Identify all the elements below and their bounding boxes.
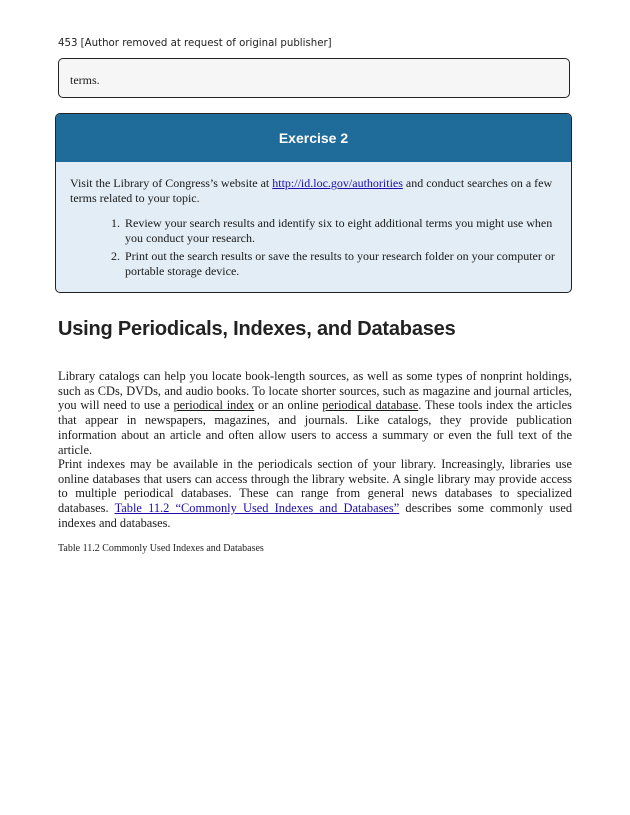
exercise-intro-before: Visit the Library of Congress’s website at: [70, 176, 273, 190]
term-periodical-index: periodical index: [173, 398, 255, 413]
exercise-header: [56, 114, 571, 162]
paragraph-catalogs: [58, 369, 572, 457]
table-reference-link[interactable]: Table 11.2 “Commonly Used Indexes and Databases”: [114, 501, 400, 516]
running-head: 453 [Author removed at request of original publisher]: [58, 38, 332, 49]
table-caption: Table 11.2 Commonly Used Indexes and Databases: [58, 543, 264, 554]
p2-text-a: Print indexes may be available in the periodicals section of your library. Increasingly, libraries use online databases that users can access through the library website. A single library may provide access to multiple periodical databases. These can range from general news databases to specialized databases.: [58, 457, 572, 516]
section-title: Using Periodicals, Indexes, and Databases: [58, 318, 456, 340]
previous-content-box: [58, 58, 570, 98]
p1-text-b: or an online: [254, 398, 323, 413]
previous-box-text: terms.: [70, 73, 100, 87]
exercise-intro: [70, 176, 557, 206]
exercise-intro-after: and conduct searches on a few terms related to your topic.: [70, 176, 553, 205]
exercise-steps: [70, 216, 557, 279]
p2-text-b: describes some commonly used indexes and databases.: [58, 501, 573, 530]
exercise-box: [55, 113, 572, 293]
exercise-body: [56, 162, 571, 279]
p1-text-a: Library catalogs can help you locate book-length sources, as well as some types of nonprint holdings, such as CDs, DVDs, and audio books. To locate shorter sources, such as magazine and journal articles, you will need to use a: [58, 369, 572, 413]
exercise-title: Exercise 2: [278, 130, 349, 146]
p1-text-c: . These tools index the articles that appear in newspapers, magazines, and journals. Like catalogs, they provide publication information about an article and often allow users to access a summary or even the full text of the article.: [58, 398, 572, 457]
exercise-step: 1. Review your search results and identify six to eight additional terms you might use when you conduct your research.: [123, 216, 557, 246]
loc-authorities-link[interactable]: http://id.loc.gov/authorities: [272, 176, 403, 190]
paragraph-print-indexes: [58, 457, 572, 531]
exercise-step: 2. Print out the search results or save the results to your research folder on your computer or portable storage device.: [123, 249, 557, 279]
term-periodical-database: periodical database: [322, 398, 419, 413]
